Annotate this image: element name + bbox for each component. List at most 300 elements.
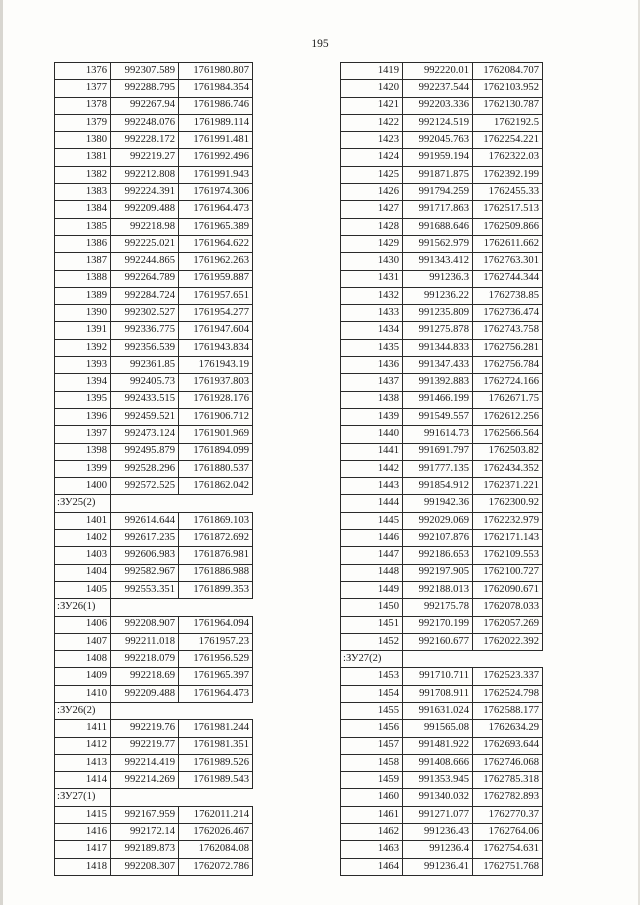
point-number-cell: 1404 bbox=[55, 564, 111, 581]
coordinate-row bbox=[55, 270, 253, 287]
point-number-cell: 1417 bbox=[55, 841, 111, 858]
point-number-cell: 1415 bbox=[55, 806, 111, 823]
coordinate-row bbox=[341, 858, 543, 875]
y-coordinate-cell: 1761962.263 bbox=[179, 253, 253, 270]
x-coordinate-cell: 992237.544 bbox=[403, 80, 473, 97]
point-number-cell: 1384 bbox=[55, 201, 111, 218]
point-number-cell: 1390 bbox=[55, 305, 111, 322]
x-coordinate-cell: 992606.983 bbox=[111, 547, 179, 564]
coordinate-row bbox=[341, 184, 543, 201]
y-coordinate-cell: 1762192.5 bbox=[473, 114, 543, 131]
x-coordinate-cell: 992582.967 bbox=[111, 564, 179, 581]
y-coordinate-cell: 1762785.318 bbox=[473, 772, 543, 789]
coordinate-row bbox=[341, 97, 543, 114]
y-coordinate-cell: 1762746.068 bbox=[473, 754, 543, 771]
y-coordinate-cell: 1761991.481 bbox=[179, 132, 253, 149]
y-coordinate-cell: 1761981.244 bbox=[179, 720, 253, 737]
x-coordinate-cell: 992045.763 bbox=[403, 132, 473, 149]
x-coordinate-cell: 992219.77 bbox=[111, 737, 179, 754]
coordinate-row bbox=[55, 668, 253, 685]
coordinate-row bbox=[341, 443, 543, 460]
x-coordinate-cell: 992160.677 bbox=[403, 633, 473, 650]
y-coordinate-cell: 1761872.692 bbox=[179, 530, 253, 547]
group-empty-cell bbox=[111, 789, 253, 806]
point-number-cell: 1439 bbox=[341, 408, 403, 425]
y-coordinate-cell: 1761980.807 bbox=[179, 63, 253, 80]
group-header-row bbox=[55, 599, 253, 616]
coordinate-row bbox=[55, 806, 253, 823]
coordinate-row bbox=[55, 201, 253, 218]
y-coordinate-cell: 1761894.099 bbox=[179, 443, 253, 460]
point-number-cell: 1383 bbox=[55, 184, 111, 201]
x-coordinate-cell: 992218.079 bbox=[111, 651, 179, 668]
point-number-cell: 1412 bbox=[55, 737, 111, 754]
x-coordinate-cell: 991565.08 bbox=[403, 720, 473, 737]
point-number-cell: 1376 bbox=[55, 63, 111, 80]
coordinate-row bbox=[341, 287, 543, 304]
x-coordinate-cell: 992288.795 bbox=[111, 80, 179, 97]
x-coordinate-cell: 991236.3 bbox=[403, 270, 473, 287]
point-number-cell: 1436 bbox=[341, 357, 403, 374]
x-coordinate-cell: 992244.865 bbox=[111, 253, 179, 270]
y-coordinate-cell: 1762455.33 bbox=[473, 184, 543, 201]
y-coordinate-cell: 1762100.727 bbox=[473, 564, 543, 581]
y-coordinate-cell: 1762300.92 bbox=[473, 495, 543, 512]
y-coordinate-cell: 1762103.952 bbox=[473, 80, 543, 97]
y-coordinate-cell: 1762612.256 bbox=[473, 408, 543, 425]
x-coordinate-cell: 992356.539 bbox=[111, 339, 179, 356]
coordinate-row bbox=[55, 754, 253, 771]
x-coordinate-cell: 992170.199 bbox=[403, 616, 473, 633]
y-coordinate-cell: 1761906.712 bbox=[179, 408, 253, 425]
point-number-cell: 1448 bbox=[341, 564, 403, 581]
point-number-cell: 1445 bbox=[341, 512, 403, 529]
coordinate-row bbox=[55, 114, 253, 131]
x-coordinate-cell: 991631.024 bbox=[403, 702, 473, 719]
coordinate-row bbox=[341, 737, 543, 754]
coordinate-row bbox=[55, 737, 253, 754]
group-empty-cell bbox=[111, 702, 253, 719]
point-number-cell: 1460 bbox=[341, 789, 403, 806]
y-coordinate-cell: 1762090.671 bbox=[473, 581, 543, 598]
y-coordinate-cell: 1762743.758 bbox=[473, 322, 543, 339]
x-coordinate-cell: 992209.488 bbox=[111, 685, 179, 702]
point-number-cell: 1402 bbox=[55, 530, 111, 547]
coordinate-row bbox=[55, 357, 253, 374]
group-label: :ЗУ27(1) bbox=[55, 789, 111, 806]
y-coordinate-cell: 1761989.543 bbox=[179, 772, 253, 789]
coordinate-row bbox=[55, 166, 253, 183]
point-number-cell: 1450 bbox=[341, 599, 403, 616]
x-coordinate-cell: 992617.235 bbox=[111, 530, 179, 547]
x-coordinate-cell: 992186.653 bbox=[403, 547, 473, 564]
coordinate-row bbox=[55, 63, 253, 80]
coordinate-row bbox=[55, 218, 253, 235]
y-coordinate-cell: 1761954.277 bbox=[179, 305, 253, 322]
point-number-cell: 1464 bbox=[341, 858, 403, 875]
x-coordinate-cell: 992188.013 bbox=[403, 581, 473, 598]
y-coordinate-cell: 1761959.887 bbox=[179, 270, 253, 287]
point-number-cell: 1410 bbox=[55, 685, 111, 702]
y-coordinate-cell: 1761899.353 bbox=[179, 581, 253, 598]
point-number-cell: 1386 bbox=[55, 235, 111, 252]
point-number-cell: 1452 bbox=[341, 633, 403, 650]
group-label: :ЗУ27(2) bbox=[341, 651, 403, 668]
x-coordinate-cell: 991466.199 bbox=[403, 391, 473, 408]
coordinate-row bbox=[341, 530, 543, 547]
x-coordinate-cell: 992203.336 bbox=[403, 97, 473, 114]
x-coordinate-cell: 992211.018 bbox=[111, 633, 179, 650]
coordinate-row bbox=[55, 824, 253, 841]
y-coordinate-cell: 1762371.221 bbox=[473, 478, 543, 495]
point-number-cell: 1427 bbox=[341, 201, 403, 218]
point-number-cell: 1421 bbox=[341, 97, 403, 114]
point-number-cell: 1461 bbox=[341, 806, 403, 823]
x-coordinate-cell: 992208.907 bbox=[111, 616, 179, 633]
x-coordinate-cell: 992218.69 bbox=[111, 668, 179, 685]
coordinate-row bbox=[341, 218, 543, 235]
y-coordinate-cell: 1761992.496 bbox=[179, 149, 253, 166]
coordinate-row bbox=[55, 253, 253, 270]
coordinate-row bbox=[341, 235, 543, 252]
y-coordinate-cell: 1761974.306 bbox=[179, 184, 253, 201]
y-coordinate-cell: 1762503.82 bbox=[473, 443, 543, 460]
coordinate-row bbox=[341, 564, 543, 581]
x-coordinate-cell: 992459.521 bbox=[111, 408, 179, 425]
x-coordinate-cell: 991235.809 bbox=[403, 305, 473, 322]
point-number-cell: 1442 bbox=[341, 460, 403, 477]
point-number-cell: 1387 bbox=[55, 253, 111, 270]
point-number-cell: 1393 bbox=[55, 357, 111, 374]
x-coordinate-cell: 992553.351 bbox=[111, 581, 179, 598]
y-coordinate-cell: 1762756.281 bbox=[473, 339, 543, 356]
point-number-cell: 1446 bbox=[341, 530, 403, 547]
y-coordinate-cell: 1761862.042 bbox=[179, 478, 253, 495]
x-coordinate-cell: 992572.525 bbox=[111, 478, 179, 495]
y-coordinate-cell: 1762171.143 bbox=[473, 530, 543, 547]
coordinate-row bbox=[55, 720, 253, 737]
y-coordinate-cell: 1761964.622 bbox=[179, 235, 253, 252]
y-coordinate-cell: 1761957.23 bbox=[179, 633, 253, 650]
x-coordinate-cell: 992214.419 bbox=[111, 754, 179, 771]
coordinate-row bbox=[55, 426, 253, 443]
coordinate-row bbox=[341, 63, 543, 80]
y-coordinate-cell: 1762072.786 bbox=[179, 858, 253, 875]
y-coordinate-cell: 1762322.03 bbox=[473, 149, 543, 166]
point-number-cell: 1389 bbox=[55, 287, 111, 304]
point-number-cell: 1407 bbox=[55, 633, 111, 650]
x-coordinate-cell: 991710.711 bbox=[403, 668, 473, 685]
point-number-cell: 1430 bbox=[341, 253, 403, 270]
coordinate-row bbox=[55, 339, 253, 356]
point-number-cell: 1447 bbox=[341, 547, 403, 564]
y-coordinate-cell: 1761956.529 bbox=[179, 651, 253, 668]
x-coordinate-cell: 991343.412 bbox=[403, 253, 473, 270]
y-coordinate-cell: 1762763.301 bbox=[473, 253, 543, 270]
coordinate-row bbox=[341, 270, 543, 287]
point-number-cell: 1414 bbox=[55, 772, 111, 789]
point-number-cell: 1463 bbox=[341, 841, 403, 858]
y-coordinate-cell: 1762611.662 bbox=[473, 235, 543, 252]
y-coordinate-cell: 1762057.269 bbox=[473, 616, 543, 633]
point-number-cell: 1411 bbox=[55, 720, 111, 737]
x-coordinate-cell: 992219.27 bbox=[111, 149, 179, 166]
coordinate-row bbox=[341, 841, 543, 858]
y-coordinate-cell: 1762523.337 bbox=[473, 668, 543, 685]
point-number-cell: 1437 bbox=[341, 374, 403, 391]
y-coordinate-cell: 1762509.866 bbox=[473, 218, 543, 235]
point-number-cell: 1408 bbox=[55, 651, 111, 668]
coordinate-row bbox=[341, 426, 543, 443]
coordinate-row bbox=[341, 547, 543, 564]
y-coordinate-cell: 1762078.033 bbox=[473, 599, 543, 616]
y-coordinate-cell: 1762588.177 bbox=[473, 702, 543, 719]
x-coordinate-cell: 991408.666 bbox=[403, 754, 473, 771]
coordinate-row bbox=[55, 841, 253, 858]
coordinate-row bbox=[341, 772, 543, 789]
coordinate-row bbox=[55, 287, 253, 304]
coordinate-row bbox=[341, 132, 543, 149]
point-number-cell: 1462 bbox=[341, 824, 403, 841]
coordinate-row bbox=[341, 478, 543, 495]
coordinate-row bbox=[341, 114, 543, 131]
y-coordinate-cell: 1761964.473 bbox=[179, 201, 253, 218]
x-coordinate-cell: 992172.14 bbox=[111, 824, 179, 841]
y-coordinate-cell: 1762751.768 bbox=[473, 858, 543, 875]
point-number-cell: 1381 bbox=[55, 149, 111, 166]
scan-edge-left bbox=[0, 0, 3, 905]
y-coordinate-cell: 1761880.537 bbox=[179, 460, 253, 477]
point-number-cell: 1454 bbox=[341, 685, 403, 702]
coordinate-row bbox=[55, 633, 253, 650]
x-coordinate-cell: 992307.589 bbox=[111, 63, 179, 80]
coordinate-row bbox=[55, 530, 253, 547]
y-coordinate-cell: 1761937.803 bbox=[179, 374, 253, 391]
point-number-cell: 1438 bbox=[341, 391, 403, 408]
y-coordinate-cell: 1761989.114 bbox=[179, 114, 253, 131]
x-coordinate-cell: 991942.36 bbox=[403, 495, 473, 512]
x-coordinate-cell: 992495.879 bbox=[111, 443, 179, 460]
y-coordinate-cell: 1761981.351 bbox=[179, 737, 253, 754]
coordinate-row bbox=[55, 80, 253, 97]
point-number-cell: 1388 bbox=[55, 270, 111, 287]
coordinate-row bbox=[341, 460, 543, 477]
point-number-cell: 1433 bbox=[341, 305, 403, 322]
coordinate-row bbox=[341, 512, 543, 529]
x-coordinate-cell: 991236.4 bbox=[403, 841, 473, 858]
group-header-row bbox=[55, 702, 253, 719]
point-number-cell: 1405 bbox=[55, 581, 111, 598]
coordinate-row bbox=[55, 512, 253, 529]
y-coordinate-cell: 1762517.513 bbox=[473, 201, 543, 218]
x-coordinate-cell: 992248.076 bbox=[111, 114, 179, 131]
x-coordinate-cell: 991344.833 bbox=[403, 339, 473, 356]
x-coordinate-cell: 991275.878 bbox=[403, 322, 473, 339]
group-header-row bbox=[55, 495, 253, 512]
coordinate-row bbox=[341, 668, 543, 685]
point-number-cell: 1425 bbox=[341, 166, 403, 183]
y-coordinate-cell: 1762084.707 bbox=[473, 63, 543, 80]
x-coordinate-cell: 992189.873 bbox=[111, 841, 179, 858]
point-number-cell: 1396 bbox=[55, 408, 111, 425]
y-coordinate-cell: 1762566.564 bbox=[473, 426, 543, 443]
point-number-cell: 1392 bbox=[55, 339, 111, 356]
x-coordinate-cell: 992107.876 bbox=[403, 530, 473, 547]
point-number-cell: 1403 bbox=[55, 547, 111, 564]
coordinate-row bbox=[55, 460, 253, 477]
x-coordinate-cell: 992405.73 bbox=[111, 374, 179, 391]
point-number-cell: 1457 bbox=[341, 737, 403, 754]
x-coordinate-cell: 992336.775 bbox=[111, 322, 179, 339]
y-coordinate-cell: 1761965.397 bbox=[179, 668, 253, 685]
point-number-cell: 1451 bbox=[341, 616, 403, 633]
point-number-cell: 1391 bbox=[55, 322, 111, 339]
coordinate-row bbox=[341, 408, 543, 425]
point-number-cell: 1428 bbox=[341, 218, 403, 235]
x-coordinate-cell: 991392.883 bbox=[403, 374, 473, 391]
coordinate-row bbox=[341, 357, 543, 374]
point-number-cell: 1434 bbox=[341, 322, 403, 339]
y-coordinate-cell: 1761984.354 bbox=[179, 80, 253, 97]
x-coordinate-cell: 992124.519 bbox=[403, 114, 473, 131]
coordinate-row bbox=[55, 97, 253, 114]
point-number-cell: 1432 bbox=[341, 287, 403, 304]
page-number: 195 bbox=[311, 38, 329, 50]
point-number-cell: 1416 bbox=[55, 824, 111, 841]
x-coordinate-cell: 992614.644 bbox=[111, 512, 179, 529]
point-number-cell: 1394 bbox=[55, 374, 111, 391]
point-number-cell: 1424 bbox=[341, 149, 403, 166]
y-coordinate-cell: 1761964.094 bbox=[179, 616, 253, 633]
point-number-cell: 1413 bbox=[55, 754, 111, 771]
x-coordinate-cell: 991871.875 bbox=[403, 166, 473, 183]
x-coordinate-cell: 991691.797 bbox=[403, 443, 473, 460]
y-coordinate-cell: 1762724.166 bbox=[473, 374, 543, 391]
x-coordinate-cell: 991959.194 bbox=[403, 149, 473, 166]
point-number-cell: 1397 bbox=[55, 426, 111, 443]
x-coordinate-cell: 992218.98 bbox=[111, 218, 179, 235]
coordinate-row bbox=[341, 305, 543, 322]
coordinate-row bbox=[341, 599, 543, 616]
y-coordinate-cell: 1761943.19 bbox=[179, 357, 253, 374]
x-coordinate-cell: 991777.135 bbox=[403, 460, 473, 477]
y-coordinate-cell: 1762434.352 bbox=[473, 460, 543, 477]
point-number-cell: 1441 bbox=[341, 443, 403, 460]
coordinate-row bbox=[55, 391, 253, 408]
y-coordinate-cell: 1762634.29 bbox=[473, 720, 543, 737]
x-coordinate-cell: 991236.22 bbox=[403, 287, 473, 304]
x-coordinate-cell: 991271.077 bbox=[403, 806, 473, 823]
coordinate-row bbox=[55, 322, 253, 339]
point-number-cell: 1379 bbox=[55, 114, 111, 131]
x-coordinate-cell: 992029.069 bbox=[403, 512, 473, 529]
point-number-cell: 1378 bbox=[55, 97, 111, 114]
x-coordinate-cell: 992264.789 bbox=[111, 270, 179, 287]
coordinate-row bbox=[341, 806, 543, 823]
y-coordinate-cell: 1762392.199 bbox=[473, 166, 543, 183]
y-coordinate-cell: 1762026.467 bbox=[179, 824, 253, 841]
coordinate-row bbox=[341, 253, 543, 270]
coordinate-row bbox=[55, 651, 253, 668]
coordinate-row bbox=[341, 495, 543, 512]
x-coordinate-cell: 992284.724 bbox=[111, 287, 179, 304]
y-coordinate-cell: 1762084.08 bbox=[179, 841, 253, 858]
y-coordinate-cell: 1762232.979 bbox=[473, 512, 543, 529]
coordinate-row bbox=[341, 391, 543, 408]
x-coordinate-cell: 992167.959 bbox=[111, 806, 179, 823]
coordinate-row bbox=[55, 581, 253, 598]
x-coordinate-cell: 991614.73 bbox=[403, 426, 473, 443]
coordinate-row bbox=[55, 616, 253, 633]
point-number-cell: 1377 bbox=[55, 80, 111, 97]
x-coordinate-cell: 992208.307 bbox=[111, 858, 179, 875]
y-coordinate-cell: 1762671.75 bbox=[473, 391, 543, 408]
point-number-cell: 1385 bbox=[55, 218, 111, 235]
coordinate-row bbox=[55, 408, 253, 425]
coordinate-row bbox=[55, 132, 253, 149]
x-coordinate-cell: 991340.032 bbox=[403, 789, 473, 806]
coordinate-row bbox=[55, 772, 253, 789]
point-number-cell: 1380 bbox=[55, 132, 111, 149]
coordinates-table-left bbox=[54, 62, 253, 876]
coordinate-row bbox=[55, 547, 253, 564]
x-coordinate-cell: 992228.172 bbox=[111, 132, 179, 149]
point-number-cell: 1435 bbox=[341, 339, 403, 356]
y-coordinate-cell: 1762754.631 bbox=[473, 841, 543, 858]
y-coordinate-cell: 1761991.943 bbox=[179, 166, 253, 183]
x-coordinate-cell: 992209.488 bbox=[111, 201, 179, 218]
group-empty-cell bbox=[111, 599, 253, 616]
x-coordinate-cell: 992473.124 bbox=[111, 426, 179, 443]
coordinate-row bbox=[341, 754, 543, 771]
coordinate-row bbox=[55, 564, 253, 581]
x-coordinate-cell: 991481.922 bbox=[403, 737, 473, 754]
x-coordinate-cell: 991236.41 bbox=[403, 858, 473, 875]
y-coordinate-cell: 1761989.526 bbox=[179, 754, 253, 771]
x-coordinate-cell: 992433.515 bbox=[111, 391, 179, 408]
point-number-cell: 1458 bbox=[341, 754, 403, 771]
x-coordinate-cell: 992224.391 bbox=[111, 184, 179, 201]
point-number-cell: 1418 bbox=[55, 858, 111, 875]
y-coordinate-cell: 1761947.604 bbox=[179, 322, 253, 339]
point-number-cell: 1419 bbox=[341, 63, 403, 80]
coordinate-row bbox=[341, 149, 543, 166]
coordinate-row bbox=[341, 685, 543, 702]
coordinate-row bbox=[341, 166, 543, 183]
x-coordinate-cell: 992225.021 bbox=[111, 235, 179, 252]
coordinate-row bbox=[341, 824, 543, 841]
point-number-cell: 1398 bbox=[55, 443, 111, 460]
coordinate-row bbox=[55, 149, 253, 166]
coordinate-row bbox=[55, 443, 253, 460]
y-coordinate-cell: 1761901.969 bbox=[179, 426, 253, 443]
coordinate-row bbox=[55, 235, 253, 252]
x-coordinate-cell: 991347.433 bbox=[403, 357, 473, 374]
point-number-cell: 1382 bbox=[55, 166, 111, 183]
x-coordinate-cell: 991549.557 bbox=[403, 408, 473, 425]
coordinate-row bbox=[55, 685, 253, 702]
coordinate-row bbox=[55, 305, 253, 322]
x-coordinate-cell: 991562.979 bbox=[403, 235, 473, 252]
point-number-cell: 1422 bbox=[341, 114, 403, 131]
coordinate-row bbox=[341, 633, 543, 650]
coordinate-row bbox=[55, 858, 253, 875]
y-coordinate-cell: 1761957.651 bbox=[179, 287, 253, 304]
coordinate-row bbox=[55, 184, 253, 201]
x-coordinate-cell: 991708.911 bbox=[403, 685, 473, 702]
x-coordinate-cell: 992214.269 bbox=[111, 772, 179, 789]
y-coordinate-cell: 1762736.474 bbox=[473, 305, 543, 322]
